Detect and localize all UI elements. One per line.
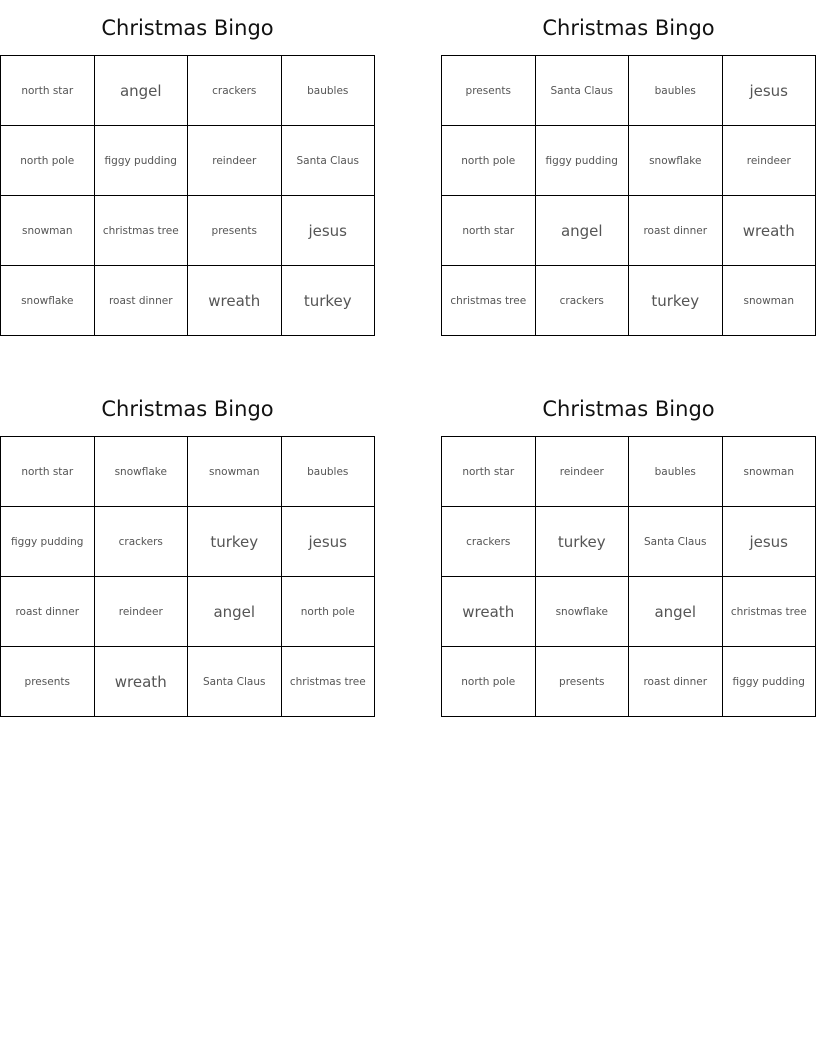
bingo-cell: presents xyxy=(188,196,282,266)
bingo-cell: turkey xyxy=(282,266,376,336)
bingo-cell: snowflake xyxy=(95,437,189,507)
bingo-cell: north star xyxy=(1,56,95,126)
bingo-cell: reindeer xyxy=(188,126,282,196)
bingo-cell: north pole xyxy=(282,577,376,647)
bingo-cell: roast dinner xyxy=(629,647,723,717)
bingo-cell: turkey xyxy=(188,507,282,577)
bingo-cell: christmas tree xyxy=(282,647,376,717)
bingo-cell: turkey xyxy=(536,507,630,577)
bingo-cell: reindeer xyxy=(723,126,816,196)
bingo-cell: north star xyxy=(442,196,536,266)
bingo-cell: crackers xyxy=(95,507,189,577)
bingo-cell: reindeer xyxy=(536,437,630,507)
bingo-grid xyxy=(0,436,375,717)
bingo-cell: figgy pudding xyxy=(95,126,189,196)
bingo-cell: roast dinner xyxy=(629,196,723,266)
bingo-cell: Santa Claus xyxy=(188,647,282,717)
bingo-cell: snowman xyxy=(1,196,95,266)
bingo-cell: Santa Claus xyxy=(282,126,376,196)
bingo-cell: jesus xyxy=(723,56,816,126)
bingo-cell: reindeer xyxy=(95,577,189,647)
bingo-cell: snowman xyxy=(723,437,816,507)
bingo-cell: north pole xyxy=(442,126,536,196)
bingo-cell: jesus xyxy=(282,507,376,577)
bingo-cell: figgy pudding xyxy=(1,507,95,577)
bingo-cell: Santa Claus xyxy=(536,56,630,126)
bingo-cell: crackers xyxy=(442,507,536,577)
bingo-cell: baubles xyxy=(629,437,723,507)
card-title: Christmas Bingo xyxy=(542,397,715,421)
bingo-grid xyxy=(0,55,375,336)
bingo-cell: presents xyxy=(1,647,95,717)
bingo-cell: presents xyxy=(536,647,630,717)
bingo-cell: wreath xyxy=(723,196,816,266)
bingo-cell: snowflake xyxy=(536,577,630,647)
bingo-cell: figgy pudding xyxy=(536,126,630,196)
card-title: Christmas Bingo xyxy=(101,16,274,40)
bingo-cell: snowman xyxy=(723,266,816,336)
bingo-cell: north star xyxy=(442,437,536,507)
bingo-cell: north pole xyxy=(442,647,536,717)
bingo-card-4 xyxy=(441,381,816,717)
bingo-cell: crackers xyxy=(188,56,282,126)
card-title: Christmas Bingo xyxy=(542,16,715,40)
bingo-cell: north pole xyxy=(1,126,95,196)
bingo-card-2 xyxy=(441,0,816,336)
bingo-cell: wreath xyxy=(95,647,189,717)
bingo-cell: Santa Claus xyxy=(629,507,723,577)
bingo-cell: angel xyxy=(95,56,189,126)
bingo-cell: baubles xyxy=(629,56,723,126)
bingo-card-1 xyxy=(0,0,375,336)
bingo-cell: turkey xyxy=(629,266,723,336)
bingo-cell: jesus xyxy=(723,507,816,577)
bingo-card-3 xyxy=(0,381,375,717)
bingo-cell: christmas tree xyxy=(95,196,189,266)
bingo-cell: angel xyxy=(629,577,723,647)
bingo-cell: baubles xyxy=(282,437,376,507)
bingo-cell: angel xyxy=(188,577,282,647)
bingo-cell: jesus xyxy=(282,196,376,266)
bingo-cell: figgy pudding xyxy=(723,647,816,717)
bingo-cell: presents xyxy=(442,56,536,126)
bingo-cell: angel xyxy=(536,196,630,266)
bingo-cell: snowflake xyxy=(1,266,95,336)
bingo-cell: crackers xyxy=(536,266,630,336)
bingo-cell: snowman xyxy=(188,437,282,507)
bingo-cell: snowflake xyxy=(629,126,723,196)
bingo-cell: north star xyxy=(1,437,95,507)
bingo-cell: christmas tree xyxy=(442,266,536,336)
bingo-cell: wreath xyxy=(188,266,282,336)
bingo-grid xyxy=(441,436,816,717)
bingo-cell: baubles xyxy=(282,56,376,126)
card-title: Christmas Bingo xyxy=(101,397,274,421)
bingo-grid xyxy=(441,55,816,336)
bingo-cell: christmas tree xyxy=(723,577,816,647)
bingo-cell: roast dinner xyxy=(1,577,95,647)
bingo-cell: wreath xyxy=(442,577,536,647)
bingo-cell: roast dinner xyxy=(95,266,189,336)
